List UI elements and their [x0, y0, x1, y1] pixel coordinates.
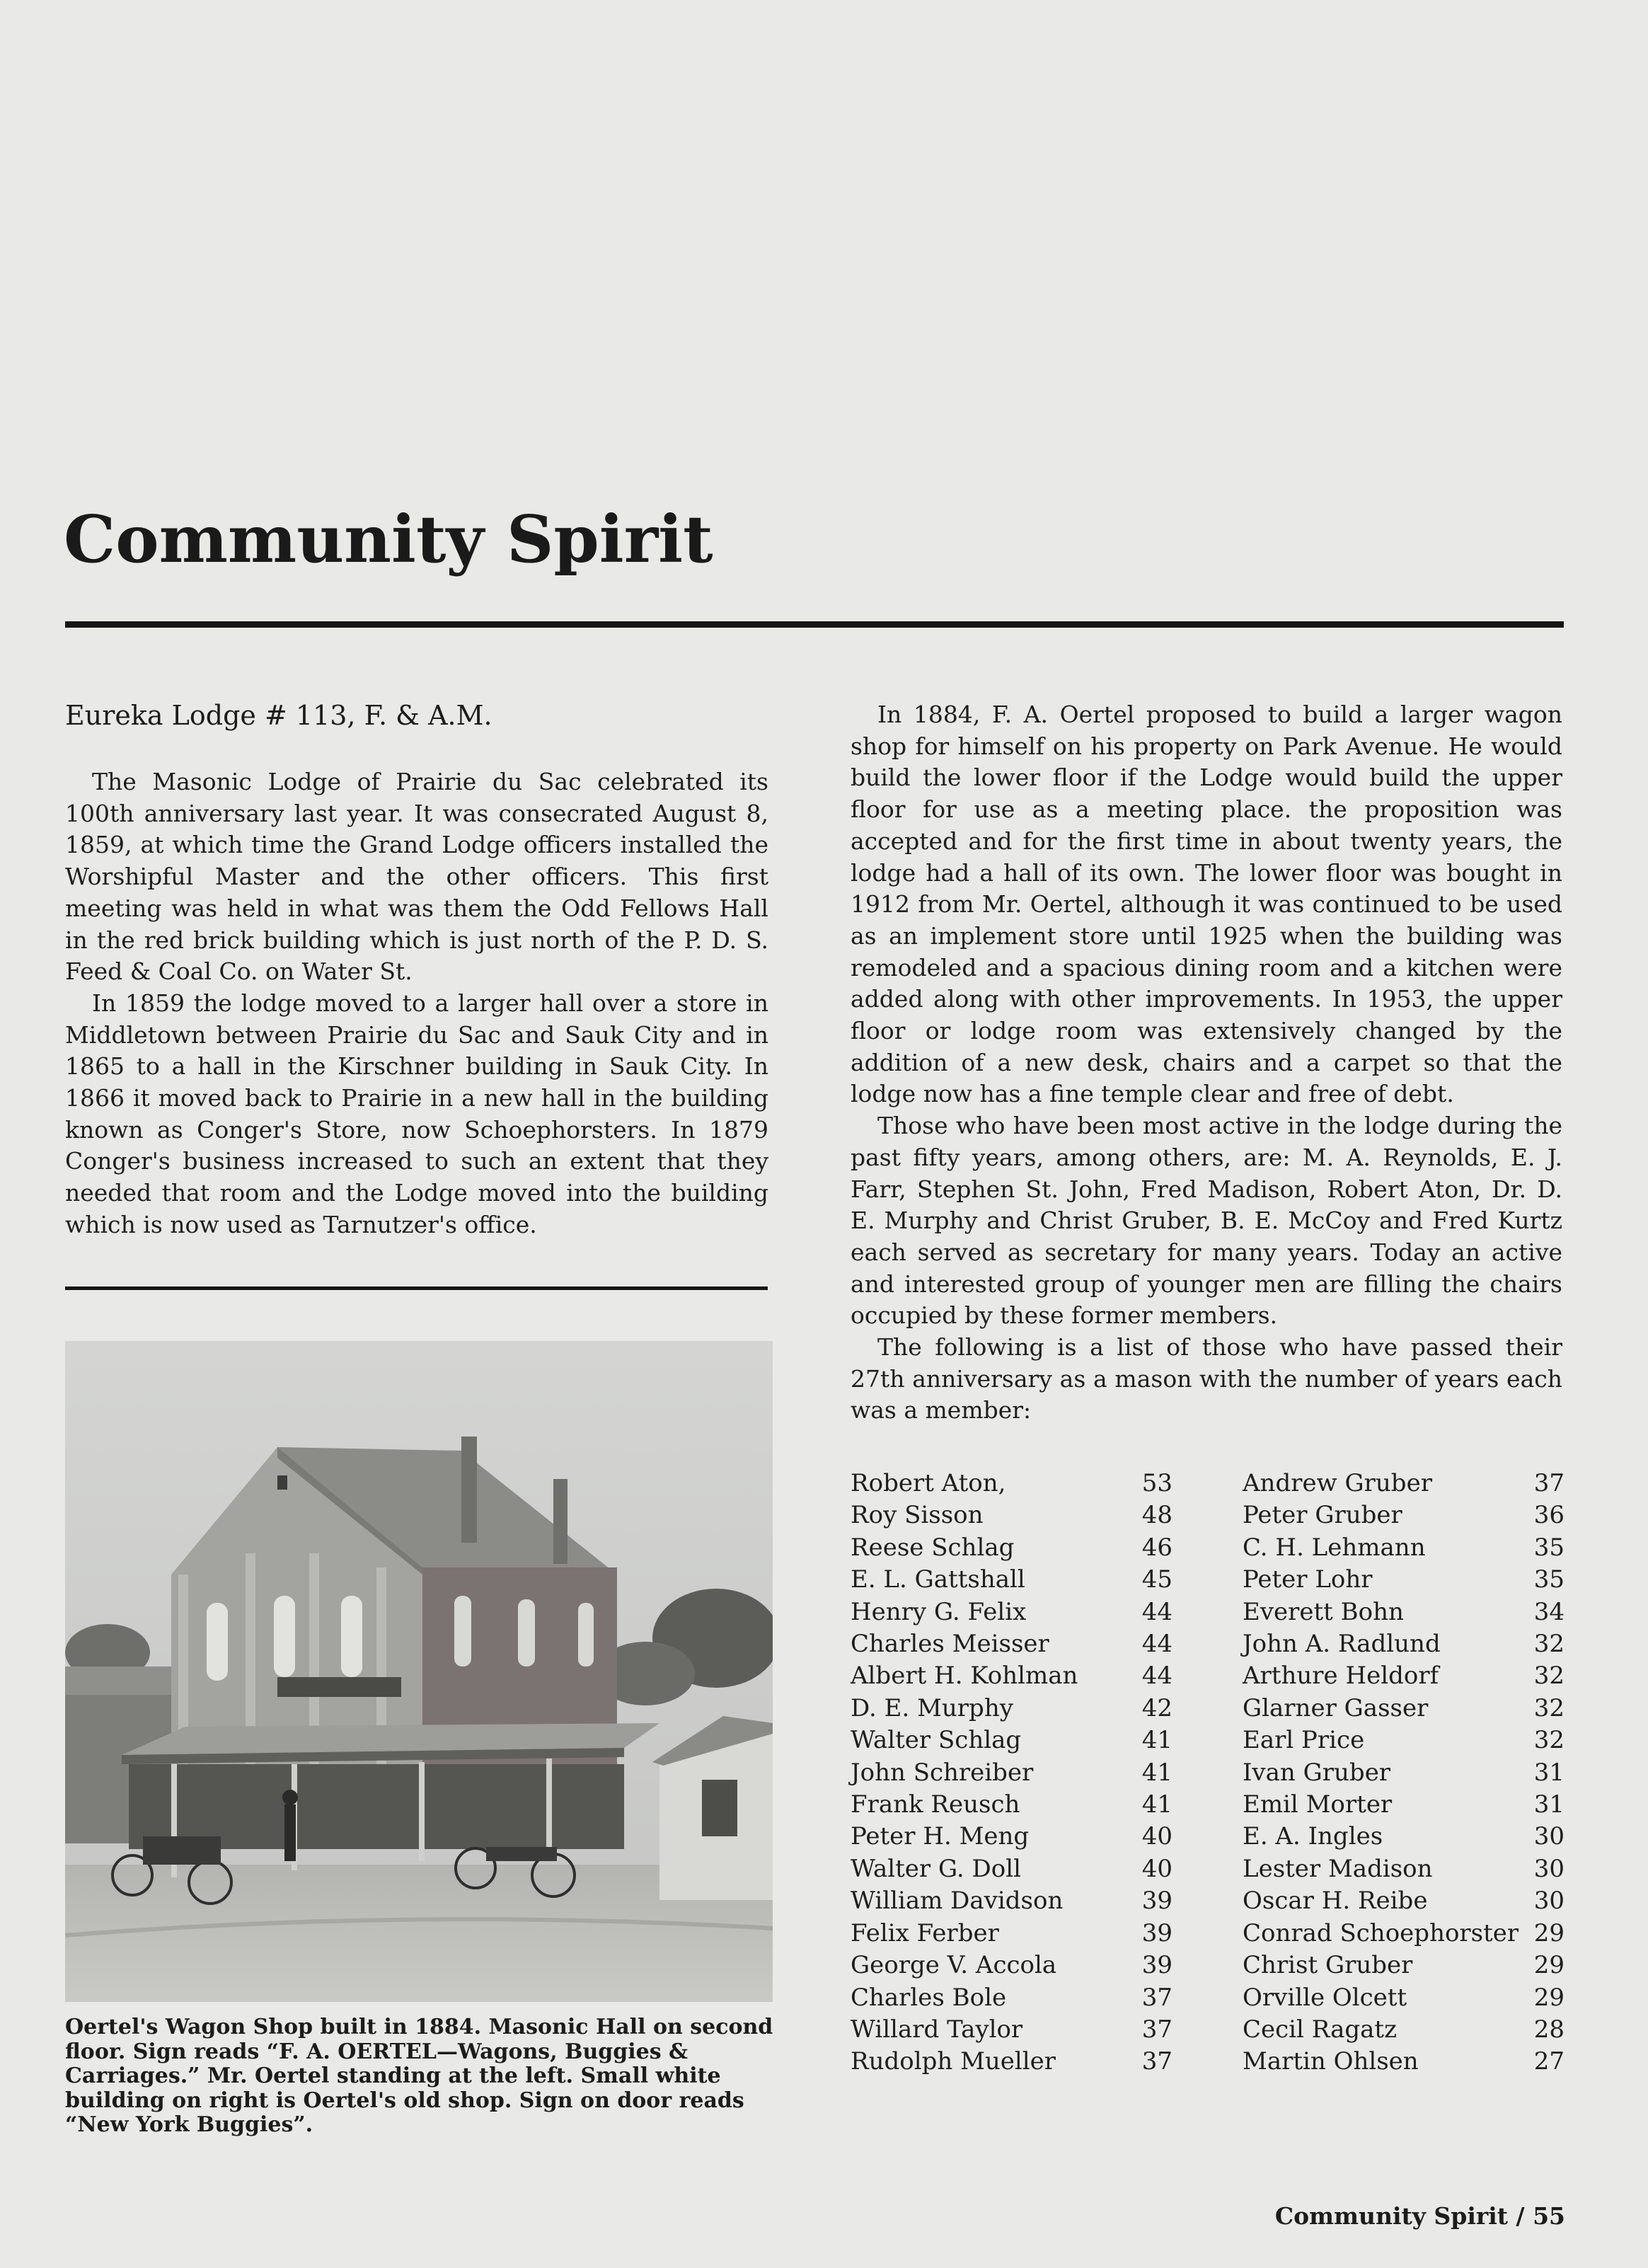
list-item: Christ Gruber 29: [1243, 1951, 1565, 1980]
wagon-shop-illustration: [65, 1341, 773, 2002]
list-item: C. H. Lehmann 35: [1243, 1533, 1565, 1562]
list-item: William Davidson 39: [851, 1887, 1172, 1916]
list-item: Henry G. Felix 44: [851, 1597, 1172, 1626]
list-item: Peter Gruber 36: [1243, 1501, 1565, 1530]
list-item: Peter Lohr 35: [1243, 1565, 1565, 1594]
list-item: D. E. Murphy 42: [851, 1693, 1172, 1722]
list-item: Reese Schlag 46: [851, 1533, 1172, 1562]
left-column-text: [65, 766, 768, 1241]
members-list-left: [851, 1468, 1172, 2078]
list-item: E. A. Ingles 30: [1243, 1822, 1565, 1851]
right-column-text: [851, 699, 1562, 1427]
list-item: Frank Reusch 41: [851, 1790, 1172, 1819]
list-item: Andrew Gruber 37: [1243, 1469, 1565, 1497]
list-item: Oscar H. Reibe 30: [1243, 1887, 1565, 1916]
list-item: Albert H. Kohlman 44: [851, 1662, 1172, 1691]
list-item: Emil Morter 31: [1243, 1790, 1565, 1819]
list-item: Earl Price 32: [1243, 1726, 1565, 1755]
list-item: Orville Olcett 29: [1243, 1983, 1565, 2012]
photo-caption: Oertel's Wagon Shop built in 1884. Masonic Hall on second floor. Sign reads “F. A. OERTEL—Wagons, Buggies & Carriages.” Mr. Oertel standing at the left. Small white building on right is Oertel's old shop. Sign on door reads “New York Buggies”.: [65, 2015, 773, 2137]
list-item: George V. Accola 39: [851, 1951, 1172, 1980]
list-item: Felix Ferber 39: [851, 1918, 1172, 1947]
wagon-shop-photo: [65, 1341, 773, 2002]
column-rule: [65, 1286, 768, 1290]
list-item: Arthure Heldorf 32: [1243, 1662, 1565, 1691]
page-footer: Community Spirit / 55: [1274, 2202, 1565, 2230]
list-item: Conrad Schoephorster 29: [1243, 1918, 1565, 1947]
list-item: Willard Taylor 37: [851, 2015, 1172, 2044]
list-item: Peter H. Meng 40: [851, 1822, 1172, 1851]
list-item: Cecil Ragatz 28: [1243, 2015, 1565, 2044]
list-item: Glarner Gasser 32: [1243, 1693, 1565, 1722]
title-rule: [65, 621, 1564, 628]
list-item: E. L. Gattshall 45: [851, 1565, 1172, 1594]
list-item: John A. Radlund 32: [1243, 1630, 1565, 1659]
list-item: Roy Sisson 48: [851, 1501, 1172, 1530]
list-item: Charles Bole 37: [851, 1983, 1172, 2012]
list-item: Everett Bohn 34: [1243, 1597, 1565, 1626]
list-item: Ivan Gruber 31: [1243, 1758, 1565, 1787]
paragraph: The following is a list of those who have passed their 27th anniversary as a mason with the number of years each was a member:: [851, 1333, 1562, 1424]
list-item: Martin Ohlsen 27: [1243, 2047, 1565, 2076]
list-item: John Schreiber 41: [851, 1758, 1172, 1787]
list-item: Charles Meisser 44: [851, 1630, 1172, 1659]
section-heading: Eureka Lodge # 113, F. & A.M.: [65, 700, 492, 731]
list-item: Walter G. Doll 40: [851, 1854, 1172, 1883]
paragraph: The Masonic Lodge of Prairie du Sac celebrated its 100th anniversary last year. It was consecrated August 8, 1859, at which time the Grand Lodge officers installed the Worshipful Master and the other officers. This first meeting was held in what was them the Odd Fellows Hall in the red brick building which is just north of the P. D. S. Feed & Coal Co. on Water St.: [65, 768, 768, 986]
members-list-right: [1243, 1468, 1565, 2078]
paragraph: In 1859 the lodge moved to a larger hall over a store in Middletown between Prairie du Sac and Sauk City and in 1865 to a hall in the Kirschner building in Sauk City. In 1866 it moved back to Prairie in a new hall in the building known as Conger's Store, now Schoephorsters. In 1879 Conger's business increased to such an extent that they needed that room and the Lodge moved into the building which is now used as Tarnutzer's office.: [65, 989, 768, 1238]
list-item: Robert Aton, 53: [851, 1469, 1172, 1497]
list-item: Lester Madison 30: [1243, 1854, 1565, 1883]
page-title: Community Spirit: [64, 501, 713, 577]
paragraph: Those who have been most active in the lodge during the past fifty years, among others, are: M. A. Reynolds, E. J. Farr, Stephen St. John, Fred Madison, Robert Aton, Dr. D. E. Murphy and Christ Gruber, B. E. McCoy and Fred Kurtz each served as secretary for many years. Today an active and interested group of younger men are filling the chairs occupied by these former members.: [851, 1112, 1562, 1330]
list-item: Walter Schlag 41: [851, 1726, 1172, 1755]
list-item: Rudolph Mueller 37: [851, 2047, 1172, 2076]
paragraph: In 1884, F. A. Oertel proposed to build a larger wagon shop for himself on his property on Park Avenue. He would build the lower floor if the Lodge would build the upper floor for use as a meeting place. the proposition was accepted and for the first time in about twenty years, the lodge had a hall of its own. The lower floor was bought in 1912 from Mr. Oertel, although it was continued to be used as an implement store until 1925 when the building was remodeled and a spacious dining room and a kitchen were added along with other improvements. In 1953, the upper floor or lodge room was extensively changed by the addition of a new desk, chairs and a carpet so that the lodge now has a fine temple clear and free of debt.: [851, 701, 1562, 1108]
